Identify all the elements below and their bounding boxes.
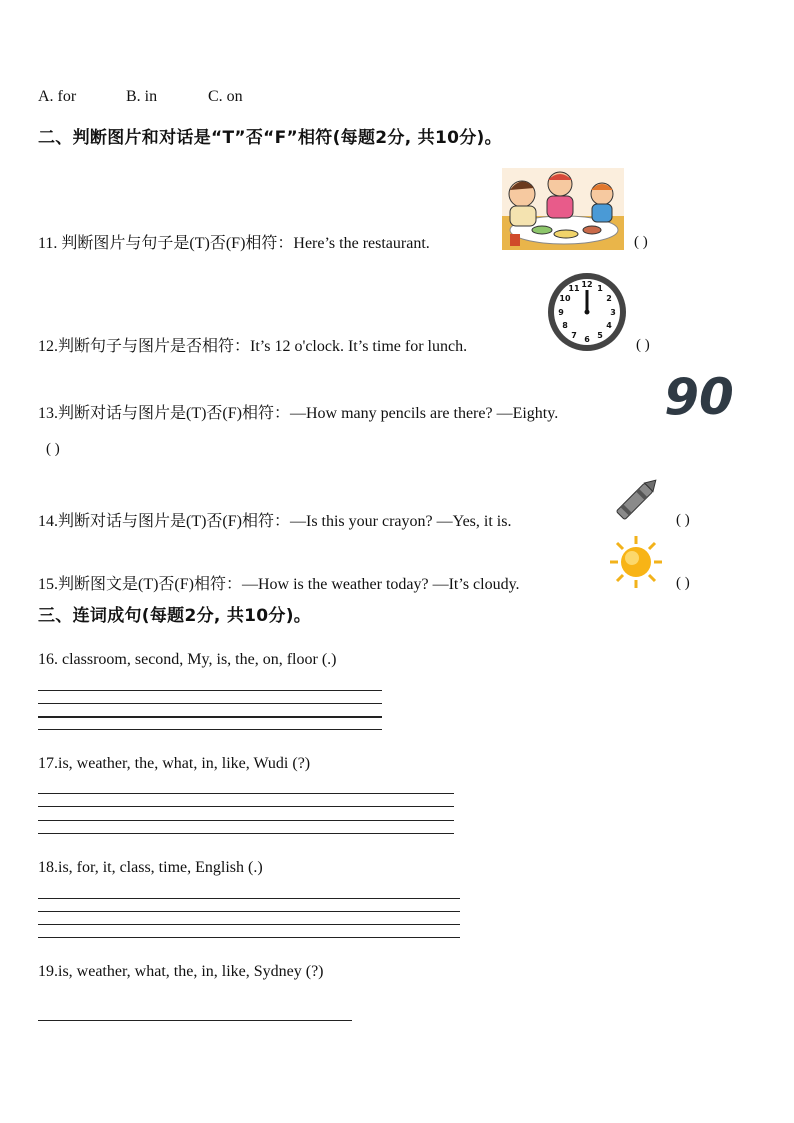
- answer-line-18-3[interactable]: [38, 924, 460, 925]
- question-12: 12.判断句子与图片是否相符：It’s 12 o'clock. It’s time for lunch.: [38, 338, 468, 355]
- clock-number-8: 8: [562, 321, 568, 330]
- answer-line-16-1[interactable]: [38, 690, 382, 691]
- answer-line-17-3[interactable]: [38, 820, 454, 821]
- answer-line-17-2[interactable]: [38, 806, 454, 807]
- answer-line-17-1[interactable]: [38, 793, 454, 794]
- number-90-icon: [664, 370, 734, 420]
- clock-number-9: 9: [558, 308, 564, 317]
- answer-line-18-2[interactable]: [38, 911, 460, 912]
- answer-line-17-4[interactable]: [38, 833, 454, 834]
- svg-text:90: 90: [664, 370, 734, 420]
- section3-heading: 三、连词成句(每题2分, 共10分)。: [38, 606, 312, 626]
- answer-blank-12[interactable]: ( ): [636, 337, 650, 353]
- answer-blank-15[interactable]: ( ): [676, 575, 690, 591]
- clock-number-3: 3: [610, 308, 616, 317]
- answer-line-19-1[interactable]: [38, 1020, 352, 1021]
- option-b: B. in: [126, 88, 158, 105]
- question-13: 13.判断对话与图片是(T)否(F)相符：—How many pencils are there? —Eighty.: [38, 405, 559, 422]
- clock-number-6: 6: [584, 335, 590, 344]
- answer-blank-13[interactable]: ( ): [46, 441, 60, 457]
- answer-line-16-4[interactable]: [38, 729, 382, 730]
- question-15: 15.判断图文是(T)否(F)相符：—How is the weather today? —It’s cloudy.: [38, 576, 520, 593]
- option-c: C. on: [208, 88, 243, 105]
- option-a: A. for: [38, 88, 77, 105]
- answer-line-18-1[interactable]: [38, 898, 460, 899]
- clock-number-2: 2: [606, 294, 612, 303]
- clock-number-7: 7: [571, 331, 577, 340]
- question-16: 16. classroom, second, My, is, the, on, floor (.): [38, 651, 337, 668]
- sun-icon: [608, 534, 664, 590]
- answer-line-16-3[interactable]: [38, 716, 382, 718]
- answer-line-18-4[interactable]: [38, 937, 460, 938]
- clock-number-11: 11: [568, 284, 580, 293]
- clock-number-5: 5: [597, 331, 603, 340]
- crayon-icon: [608, 472, 664, 528]
- question-14: 14.判断对话与图片是(T)否(F)相符：—Is this your crayon? —Yes, it is.: [38, 513, 512, 530]
- answer-blank-14[interactable]: ( ): [676, 512, 690, 528]
- question-18: 18.is, for, it, class, time, English (.): [38, 859, 263, 876]
- restaurant-family-dining-icon: [502, 168, 624, 250]
- clock-number-10: 10: [559, 294, 571, 303]
- section2-heading: 二、判断图片和对话是“T”否“F”相符(每题2分, 共10分)。: [38, 128, 502, 148]
- answer-blank-11[interactable]: ( ): [634, 234, 648, 250]
- clock-number-4: 4: [606, 321, 612, 330]
- clock-number-12: 12: [581, 280, 593, 289]
- clock-icon: [546, 271, 628, 353]
- clock-number-1: 1: [597, 284, 603, 293]
- answer-line-16-2[interactable]: [38, 703, 382, 704]
- question-19: 19.is, weather, what, the, in, like, Sydney (?): [38, 963, 324, 980]
- question-17: 17.is, weather, the, what, in, like, Wudi (?): [38, 755, 311, 772]
- question-11: 11. 判断图片与句子是(T)否(F)相符：Here’s the restaurant.: [38, 235, 430, 252]
